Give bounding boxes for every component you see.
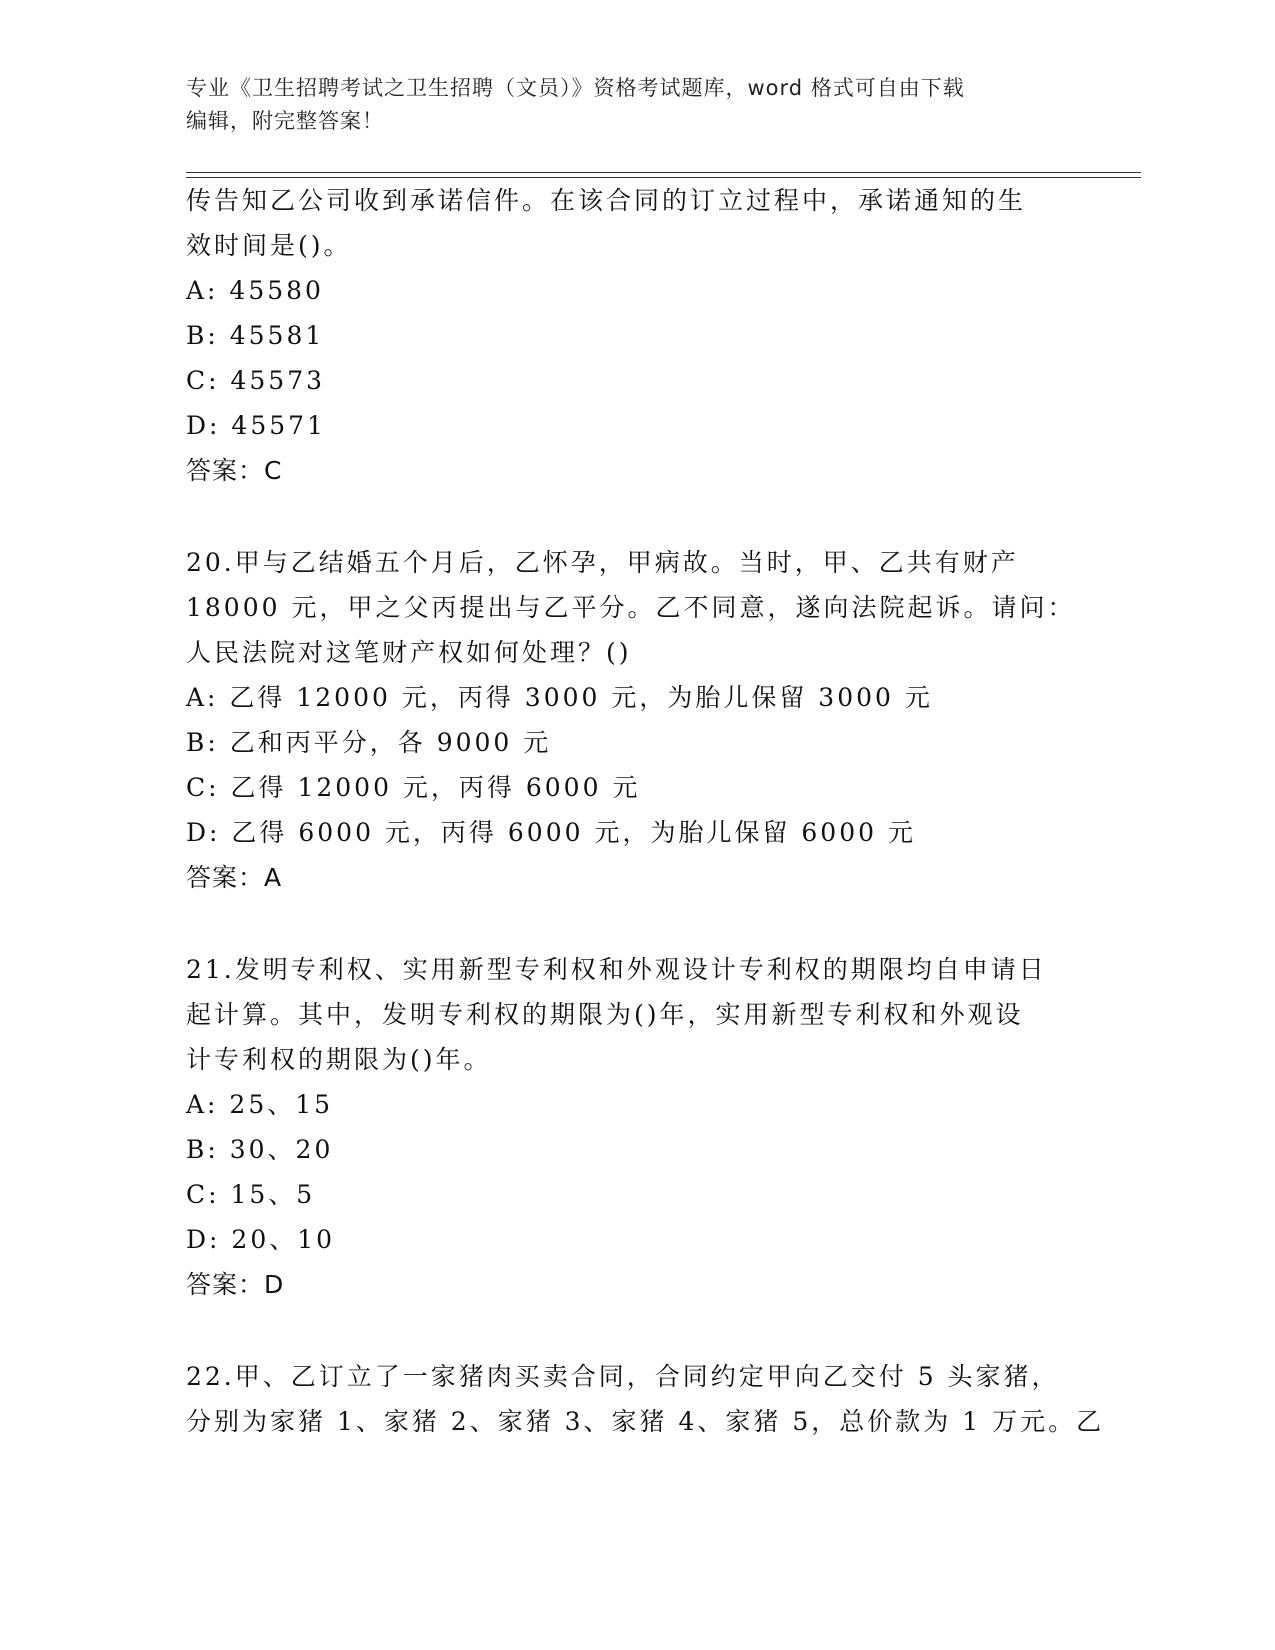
option-b: B: 乙和丙平分，各 9000 元 [186, 728, 552, 757]
option-a: A: 25、15 [186, 1090, 334, 1119]
question-20 [186, 548, 1086, 908]
question-text: 18000 元，甲之父丙提出与乙平分。乙不同意，遂向法院起诉。请问： [186, 593, 1076, 622]
question-content [186, 186, 1105, 1452]
option-a: A: 乙得 12000 元，丙得 3000 元，为胎儿保留 3000 元 [186, 683, 933, 712]
answer-label: 答案：D [186, 1270, 285, 1299]
header-line-1: 专业《卫生招聘考试之卫生招聘（文员）》资格考试题库，word 格式可自由下载 [186, 76, 965, 100]
question-text: 分别为家猪 1、家猪 2、家猪 3、家猪 4、家猪 5，总价款为 1 万元。乙 [186, 1407, 1105, 1436]
question-text: 计专利权的期限为()年。 [186, 1045, 492, 1074]
option-d: D: 乙得 6000 元，丙得 6000 元，为胎儿保留 6000 元 [186, 818, 916, 847]
option-d: D: 45571 [186, 411, 326, 440]
option-c: C: 45573 [186, 366, 326, 395]
question-19 [186, 186, 1086, 501]
option-c: C: 15、5 [186, 1180, 316, 1209]
option-a: A: 45580 [186, 276, 324, 305]
question-spacer [186, 1315, 1086, 1362]
header-divider-bottom [186, 177, 1141, 178]
option-b: B: 30、20 [186, 1135, 334, 1164]
question-text: 人民法院对这笔财产权如何处理？() [186, 638, 632, 667]
question-spacer [186, 908, 1086, 955]
answer-label: 答案：A [186, 863, 283, 892]
question-spacer [186, 501, 1086, 548]
header-line-2: 编辑，附完整答案！ [186, 109, 384, 133]
option-c: C: 乙得 12000 元，丙得 6000 元 [186, 773, 641, 802]
answer-label: 答案：C [186, 456, 283, 485]
document-header [186, 72, 1086, 138]
question-text: 传告知乙公司收到承诺信件。在该合同的订立过程中，承诺通知的生 [186, 186, 1027, 215]
question-21 [186, 955, 1086, 1315]
question-text: 21.发明专利权、实用新型专利权和外观设计专利权的期限均自申请日 [186, 955, 1047, 984]
question-text: 起计算。其中，发明专利权的期限为()年，实用新型专利权和外观设 [186, 1000, 1024, 1029]
question-text: 20.甲与乙结婚五个月后，乙怀孕，甲病故。当时，甲、乙共有财产 [186, 548, 1019, 577]
option-b: B: 45581 [186, 321, 325, 350]
question-22 [186, 1362, 1105, 1452]
option-d: D: 20、10 [186, 1225, 336, 1254]
question-text: 22.甲、乙订立了一家猪肉买卖合同，合同约定甲向乙交付 5 头家猪， [186, 1362, 1060, 1391]
question-text: 效时间是()。 [186, 231, 352, 260]
header-divider-top [186, 172, 1141, 173]
